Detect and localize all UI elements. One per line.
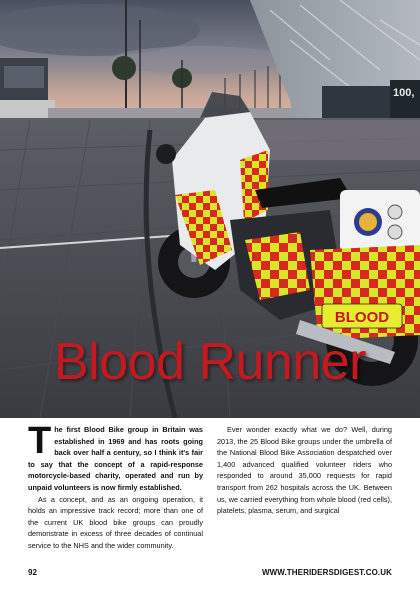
- page-number: 92: [28, 568, 37, 577]
- website-url: WWW.THERIDERSDIGEST.CO.UK: [261, 568, 392, 577]
- article-title: Blood Runner: [54, 333, 366, 391]
- article-body: [28, 424, 392, 562]
- lead-paragraph-text: he first Blood Bike group in Britain was established in 1969 and has roots going back over half a century, so I think it's fair to say that the concept of a rapid-response motorcycle-based charity, operated and run by unpaid volunteers is now firmly established.: [28, 425, 203, 492]
- building-sign-top: 100,: [393, 87, 415, 99]
- paragraph-2: As a concept, and as an ongoing operation, it holds an impressive track record; more than one of the current UK blood bike groups can proudly demonstrate in excess of three decades of continual service to the NHS and the wider community.: [28, 494, 203, 550]
- drop-cap: T: [28, 424, 52, 462]
- paragraph-3: Ever wonder exactly what we do? Well, during 2013, the 25 Blood Bike groups under the umbrella of the National Blood Bike Association despatched over 1,400 advanced qualified volunteer riders who responded to around 35,000 requests for rapid transport from 262 hospitals across the UK. Between us, we carried everything from whole blood (red cells), platelets, plasma, serum, and surgical: [217, 425, 392, 516]
- lead-paragraph: [28, 424, 203, 494]
- pannier-label: BLOOD: [334, 309, 390, 326]
